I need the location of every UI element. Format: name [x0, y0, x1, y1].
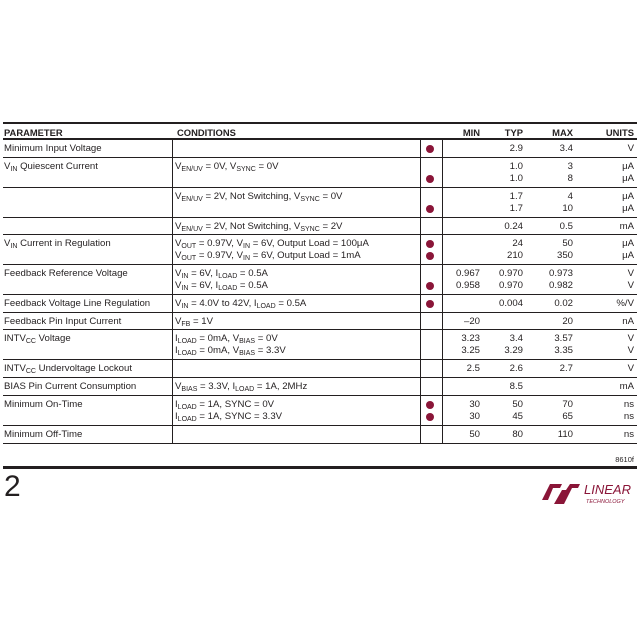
typ-value: 1.7	[509, 191, 523, 202]
max-value: 3.35	[554, 345, 573, 356]
typ-value: 2.6	[509, 363, 523, 374]
conditions-cell	[173, 158, 421, 187]
condition-line: $V_{IN} = 4.0V$ to 42V, $I_{LOAD} = 0.5A$	[175, 298, 307, 310]
table-row	[3, 218, 637, 235]
typ-value: 24	[512, 238, 523, 249]
table-row	[3, 158, 637, 188]
typ-value: 3.29	[504, 345, 523, 356]
conditions-cell	[173, 140, 421, 157]
parameter-cell: Feedback Voltage Line Regulation	[3, 295, 173, 312]
units-value: V	[627, 345, 634, 356]
max-value: 2.7	[559, 363, 573, 374]
footer-rule	[3, 466, 637, 469]
units-value: V	[627, 268, 634, 279]
table-row	[3, 295, 637, 313]
units-value: ns	[623, 429, 634, 440]
condition-line: $V_{EN/UV} = 0V$, $V_{SYNC} = 0V$	[175, 161, 279, 173]
header-max: MAX	[552, 127, 573, 138]
condition-line	[175, 363, 420, 375]
parameter-cell: BIAS Pin Current Consumption	[3, 378, 173, 395]
logo-text: LINEAR	[584, 482, 631, 497]
units-value: μA	[622, 203, 634, 214]
max-value: 10	[562, 203, 573, 214]
table-row	[3, 330, 637, 360]
table-header	[3, 122, 637, 140]
typ-value: 2.9	[509, 143, 523, 154]
condition-line	[175, 203, 420, 215]
condition-line: $V_{IN} = 6V$, $I_{LOAD} = 0.5A$	[175, 280, 268, 292]
parameter-cell: Feedback Pin Input Current	[3, 313, 173, 329]
max-value: 8	[567, 173, 573, 184]
units-value: mA	[619, 381, 634, 392]
max-value: 65	[562, 411, 573, 422]
condition-line: $V_{EN/UV} = 2V$, Not Switching, $V_{SYNC} = 0V$	[175, 191, 343, 203]
parameter-cell: Feedback Reference Voltage	[3, 265, 173, 294]
units-value: mA	[619, 221, 634, 232]
condition-line: $V_{FB} = 1V$	[175, 316, 214, 328]
conditions-cell	[173, 218, 421, 234]
typ-value: 210	[506, 250, 523, 261]
conditions-cell	[173, 378, 421, 395]
max-value: 0.5	[559, 221, 573, 232]
full-temp-range-cell	[421, 330, 443, 359]
condition-line: $V_{OUT} = 0.97V$, $V_{IN} = 6V$, Output Load = 100μA	[175, 238, 369, 250]
parameter-cell	[3, 218, 173, 234]
full-temp-range-dot	[426, 413, 434, 421]
condition-line	[175, 429, 420, 441]
parameter-cell	[3, 188, 173, 217]
condition-line: $I_{LOAD} = 0mA$, $V_{BIAS} = 3.3V$	[175, 345, 286, 357]
typ-value: 0.004	[498, 298, 523, 309]
table-row	[3, 313, 637, 330]
header-min: MIN	[462, 127, 480, 138]
units-value: μA	[622, 173, 634, 184]
parameter-cell: Minimum Input Voltage	[3, 140, 173, 157]
units-value: μA	[622, 238, 634, 249]
conditions-cell	[173, 396, 421, 425]
condition-line: $V_{IN} = 6V$, $I_{LOAD} = 0.5A$	[175, 268, 268, 280]
units-value: μA	[622, 191, 634, 202]
full-temp-range-cell	[421, 426, 443, 443]
table-row	[3, 140, 637, 158]
parameter-cell: $V_{IN}$ Current in Regulation	[3, 235, 173, 264]
units-value: V	[627, 333, 634, 344]
logo-subtext: TECHNOLOGY	[586, 499, 625, 505]
condition-line: $V_{BIAS} = 3.3V$, $I_{LOAD} = 1A$, 2MHz	[175, 381, 308, 393]
parameter-cell: Minimum On-Time	[3, 396, 173, 425]
max-value: 3.57	[554, 333, 573, 344]
units-value: V	[627, 143, 634, 154]
min-value: 30	[469, 399, 480, 410]
units-value: ns	[623, 399, 634, 410]
header-typ: TYP	[504, 127, 523, 138]
full-temp-range-dot	[426, 240, 434, 248]
typ-value: 45	[512, 411, 523, 422]
full-temp-range-dot	[426, 252, 434, 260]
conditions-cell	[173, 360, 421, 377]
table-row	[3, 235, 637, 265]
min-value: 3.25	[461, 345, 480, 356]
typ-value: 80	[512, 429, 523, 440]
full-temp-range-cell	[421, 218, 443, 234]
condition-line: $V_{EN/UV} = 2V$, Not Switching, $V_{SYNC} = 2V$	[175, 221, 343, 233]
full-temp-range-dot	[426, 300, 434, 308]
units-value: μA	[622, 250, 634, 261]
condition-line: $I_{LOAD} = 1A$, SYNC = 0V	[175, 399, 275, 411]
min-value: 2.5	[466, 363, 480, 374]
full-temp-range-cell	[421, 235, 443, 264]
full-temp-range-cell	[421, 378, 443, 395]
parameter-cell: Minimum Off-Time	[3, 426, 173, 443]
condition-line: $I_{LOAD} = 0mA$, $V_{BIAS} = 0V$	[175, 333, 278, 345]
table-row	[3, 378, 637, 396]
typ-value: 3.4	[509, 333, 523, 344]
condition-line	[175, 143, 420, 155]
max-value: 0.02	[554, 298, 573, 309]
units-value: μA	[622, 161, 634, 172]
max-value: 350	[556, 250, 573, 261]
min-value: 3.23	[461, 333, 480, 344]
conditions-cell	[173, 313, 421, 329]
document-id: 8610f	[615, 455, 634, 464]
units-value: nA	[622, 316, 634, 327]
min-value: –20	[463, 316, 480, 327]
conditions-cell	[173, 188, 421, 217]
conditions-cell	[173, 426, 421, 443]
full-temp-range-dot	[426, 401, 434, 409]
max-value: 20	[562, 316, 573, 327]
full-temp-range-cell	[421, 313, 443, 329]
min-value: 0.958	[455, 280, 480, 291]
max-value: 0.982	[548, 280, 573, 291]
max-value: 0.973	[548, 268, 573, 279]
max-value: 110	[557, 429, 573, 440]
units-value: V	[627, 363, 634, 374]
full-temp-range-dot	[426, 175, 434, 183]
condition-line: $V_{OUT} = 0.97V$, $V_{IN} = 6V$, Output Load = 1mA	[175, 250, 361, 262]
condition-line: $I_{LOAD} = 1A$, SYNC = 3.3V	[175, 411, 283, 423]
min-value: 50	[469, 429, 480, 440]
page-number: 2	[4, 470, 21, 503]
full-temp-range-cell	[421, 360, 443, 377]
units-value: %/V	[616, 298, 634, 309]
full-temp-range-dot	[426, 282, 434, 290]
table-row	[3, 265, 637, 295]
max-value: 50	[562, 238, 573, 249]
full-temp-range-cell	[421, 396, 443, 425]
max-value: 3	[567, 161, 573, 172]
table-row	[3, 396, 637, 426]
min-value: 0.967	[455, 268, 480, 279]
full-temp-range-dot	[426, 205, 434, 213]
full-temp-range-cell	[421, 265, 443, 294]
header-conditions: CONDITIONS	[177, 127, 236, 138]
typ-value: 1.0	[509, 173, 523, 184]
typ-value: 8.5	[509, 381, 523, 392]
table-row	[3, 360, 637, 378]
header-parameter: PARAMETER	[4, 127, 63, 138]
typ-value: 50	[512, 399, 523, 410]
min-value: 30	[469, 411, 480, 422]
conditions-cell	[173, 265, 421, 294]
linear-technology-logo	[540, 480, 634, 508]
conditions-cell	[173, 330, 421, 359]
parameter-cell: $V_{IN}$ Quiescent Current	[3, 158, 173, 187]
typ-value: 1.0	[509, 161, 523, 172]
typ-value: 0.970	[498, 268, 523, 279]
max-value: 3.4	[559, 143, 573, 154]
units-value: ns	[623, 411, 634, 422]
parameter-cell: $INTV_{CC}$ Undervoltage Lockout	[3, 360, 173, 377]
typ-value: 0.24	[504, 221, 523, 232]
conditions-cell	[173, 235, 421, 264]
condition-line	[175, 173, 420, 185]
units-value: V	[627, 280, 634, 291]
header-units: UNITS	[605, 127, 634, 138]
conditions-cell	[173, 295, 421, 312]
full-temp-range-cell	[421, 158, 443, 187]
typ-value: 1.7	[509, 203, 523, 214]
full-temp-range-cell	[421, 188, 443, 217]
max-value: 4	[567, 191, 573, 202]
max-value: 70	[562, 399, 573, 410]
full-temp-range-dot	[426, 145, 434, 153]
table-row	[3, 188, 637, 218]
typ-value: 0.970	[498, 280, 523, 291]
table-row	[3, 426, 637, 444]
parameter-cell: $INTV_{CC}$ Voltage	[3, 330, 173, 359]
